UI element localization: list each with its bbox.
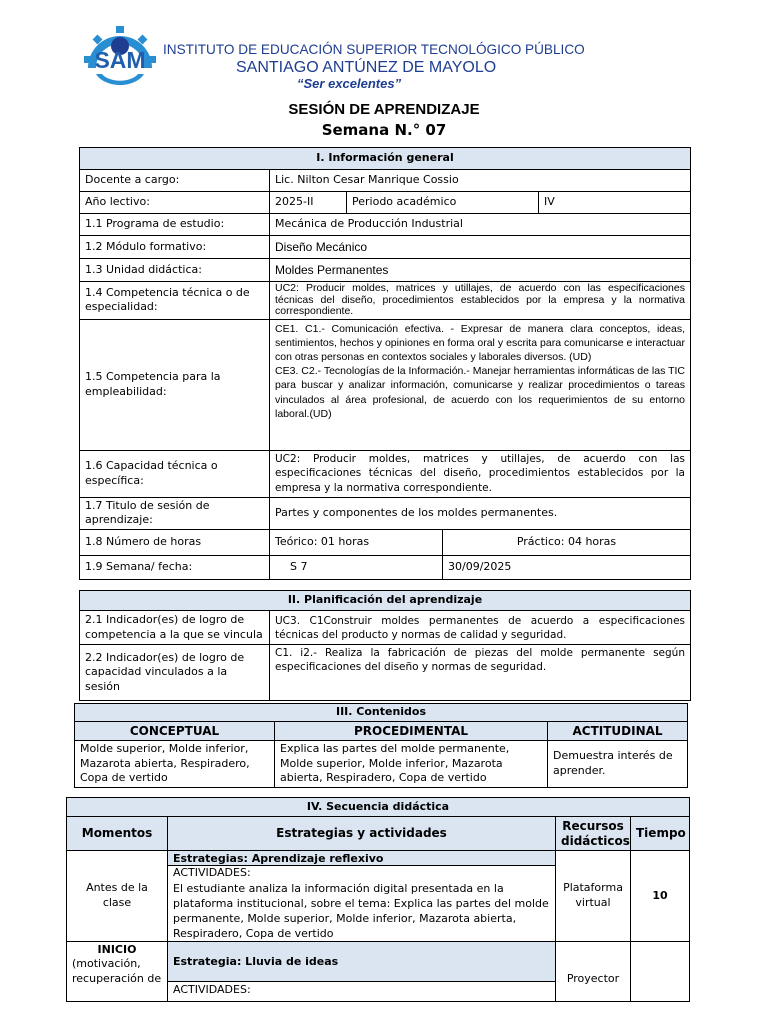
col-momentos: Momentos bbox=[67, 817, 168, 851]
institution-logo bbox=[82, 24, 158, 90]
comp-tec-value: UC2: Producir moldes, matrices y utillajes, de acuerdo con las especificaciones técnicas del diseño, procedimientos establecidos por la empresa y la normativa correspondiente. bbox=[270, 282, 691, 320]
horas-label: 1.8 Número de horas bbox=[80, 529, 270, 555]
planning-table bbox=[79, 590, 691, 701]
contents-table bbox=[74, 703, 688, 788]
didactic-sequence-table bbox=[66, 797, 690, 1002]
actividades-label-antes: ACTIVIDADES: bbox=[173, 866, 251, 879]
programa-value: Mecánica de Producción Industrial bbox=[270, 214, 691, 236]
col-conceptual: CONCEPTUAL bbox=[75, 722, 275, 741]
section3-heading: III. Contenidos bbox=[75, 704, 688, 722]
tiempo-antes: 10 bbox=[631, 851, 690, 942]
modulo-label: 1.2 Módulo formativo: bbox=[80, 236, 270, 259]
fecha-value: 30/09/2025 bbox=[443, 555, 691, 579]
titulo-value: Partes y componentes de los moldes permanentes. bbox=[270, 497, 691, 529]
logo-text: SAM bbox=[94, 47, 146, 73]
capacidad-label: 1.6 Capacidad técnica o específica: bbox=[80, 450, 270, 497]
document-subtitle: Semana N.° 07 bbox=[321, 121, 447, 139]
periodo-value: IV bbox=[539, 192, 691, 214]
procedimental-content: Explica las partes del molde permanente, Molde superior, Molde inferior, Mazarota abierta, Respiradero, Copa de vertido bbox=[275, 741, 548, 788]
actividades-antes: El estudiante analiza la información digital presentada en la plataforma institucional, sobre el tema: Explica las partes del molde permanente, Molde superior, Molde inferior, Mazarota abierta, Respiradero, Copa de vertido bbox=[173, 881, 549, 940]
docente-label: Docente a cargo: bbox=[80, 170, 270, 192]
section4-heading: IV. Secuencia didáctica bbox=[67, 798, 690, 817]
actividades-label-inicio: ACTIVIDADES: bbox=[173, 982, 251, 996]
institution-motto: “Ser excelentes” bbox=[297, 76, 402, 91]
ind-cap-value: C1. i2.- Realiza la fabricación de piezas del molde permanente según especificaciones del diseño y normas de seguridad. bbox=[270, 645, 691, 701]
unidad-label: 1.3 Unidad didáctica: bbox=[80, 259, 270, 282]
section2-heading: II. Planificación del aprendizaje bbox=[80, 591, 691, 611]
document-title: SESIÓN DE APRENDIZAJE bbox=[288, 101, 480, 118]
ind-comp-value: UC3. C1Construir moldes permanentes de acuerdo a especificaciones técnicas del producto y normas de calidad y seguridad. bbox=[270, 611, 691, 645]
horas-teorico: Teórico: 01 horas bbox=[270, 529, 443, 555]
institution-name-line1: INSTITUTO DE EDUCACIÓN SUPERIOR TECNOLÓGICO PÚBLICO bbox=[163, 42, 585, 57]
semana-value: S 7 bbox=[270, 555, 443, 579]
comp-tec-label: 1.4 Competencia técnica o de especialidad: bbox=[80, 282, 270, 320]
unidad-value: Moldes Permanentes bbox=[270, 259, 691, 282]
ind-cap-label: 2.2 Indicador(es) de logro de capacidad vinculados a la sesión bbox=[80, 645, 270, 701]
docente-value: Lic. Nilton Cesar Manrique Cossio bbox=[270, 170, 691, 192]
anio-value: 2025-II bbox=[270, 192, 347, 214]
general-info-table bbox=[79, 147, 691, 580]
institution-name-line2: SANTIAGO ANTÚNEZ DE MAYOLO bbox=[236, 59, 497, 76]
ind-comp-label: 2.1 Indicador(es) de logro de competencia a la que se vincula bbox=[80, 611, 270, 645]
estrategia-antes: Estrategias: Aprendizaje reflexivo bbox=[168, 851, 555, 866]
programa-label: 1.1 Programa de estudio: bbox=[80, 214, 270, 236]
capacidad-value: UC2: Producir moldes, matrices y utillajes, de acuerdo con las especificaciones técnicas del diseño, procedimientos establecidos por la empresa y la normativa correspondiente. bbox=[270, 450, 691, 497]
recurso-antes: Plataforma virtual bbox=[556, 851, 631, 942]
col-estrategias: Estrategias y actividades bbox=[168, 817, 556, 851]
col-actitudinal: ACTITUDINAL bbox=[548, 722, 688, 741]
conceptual-content: Molde superior, Molde inferior, Mazarota abierta, Respiradero, Copa de vertido bbox=[75, 741, 275, 788]
section1-heading: I. Información general bbox=[80, 148, 691, 170]
recurso-inicio: Proyector bbox=[556, 941, 631, 1001]
estrategia-inicio: Estrategia: Lluvia de ideas bbox=[168, 942, 555, 982]
actitudinal-content: Demuestra interés de aprender. bbox=[548, 741, 688, 788]
anio-label: Año lectivo: bbox=[80, 192, 270, 214]
empleab-value-ce3: CE3. C2.- Tecnologías de la Información.- Manejar herramientas informáticas de las TIC para buscar y analizar información, comunicarse y realizar procedimientos o tareas vinculados al área profesional, de acuerdo con los requerimientos de su entorno laboral.(UD) bbox=[275, 365, 685, 420]
col-recursos: Recursos didácticos bbox=[556, 817, 631, 851]
col-tiempo: Tiempo bbox=[631, 817, 690, 851]
modulo-value: Diseño Mecánico bbox=[270, 236, 691, 259]
momento-antes: Antes de la clase bbox=[67, 851, 168, 942]
empleab-label: 1.5 Competencia para la empleabilidad: bbox=[80, 319, 270, 450]
titulo-label: 1.7 Titulo de sesión de aprendizaje: bbox=[80, 497, 270, 529]
col-procedimental: PROCEDIMENTAL bbox=[275, 722, 548, 741]
momento-inicio-title: INICIO bbox=[97, 942, 137, 956]
horas-practico: Práctico: 04 horas bbox=[443, 529, 691, 555]
semana-label: 1.9 Semana/ fecha: bbox=[80, 555, 270, 579]
momento-inicio: (motivación, recuperación de bbox=[72, 957, 162, 985]
empleab-value-ce1: CE1. C1.- Comunicación efectiva. - Expresar de manera clara conceptos, ideas, sentimientos, hechos y opiniones en forma oral y escrita para comunicarse e interactuar con otras personas en contextos sociales y laborales diversos. (UD) bbox=[275, 322, 685, 363]
periodo-label: Periodo académico bbox=[347, 192, 539, 214]
tiempo-inicio bbox=[631, 941, 690, 1001]
